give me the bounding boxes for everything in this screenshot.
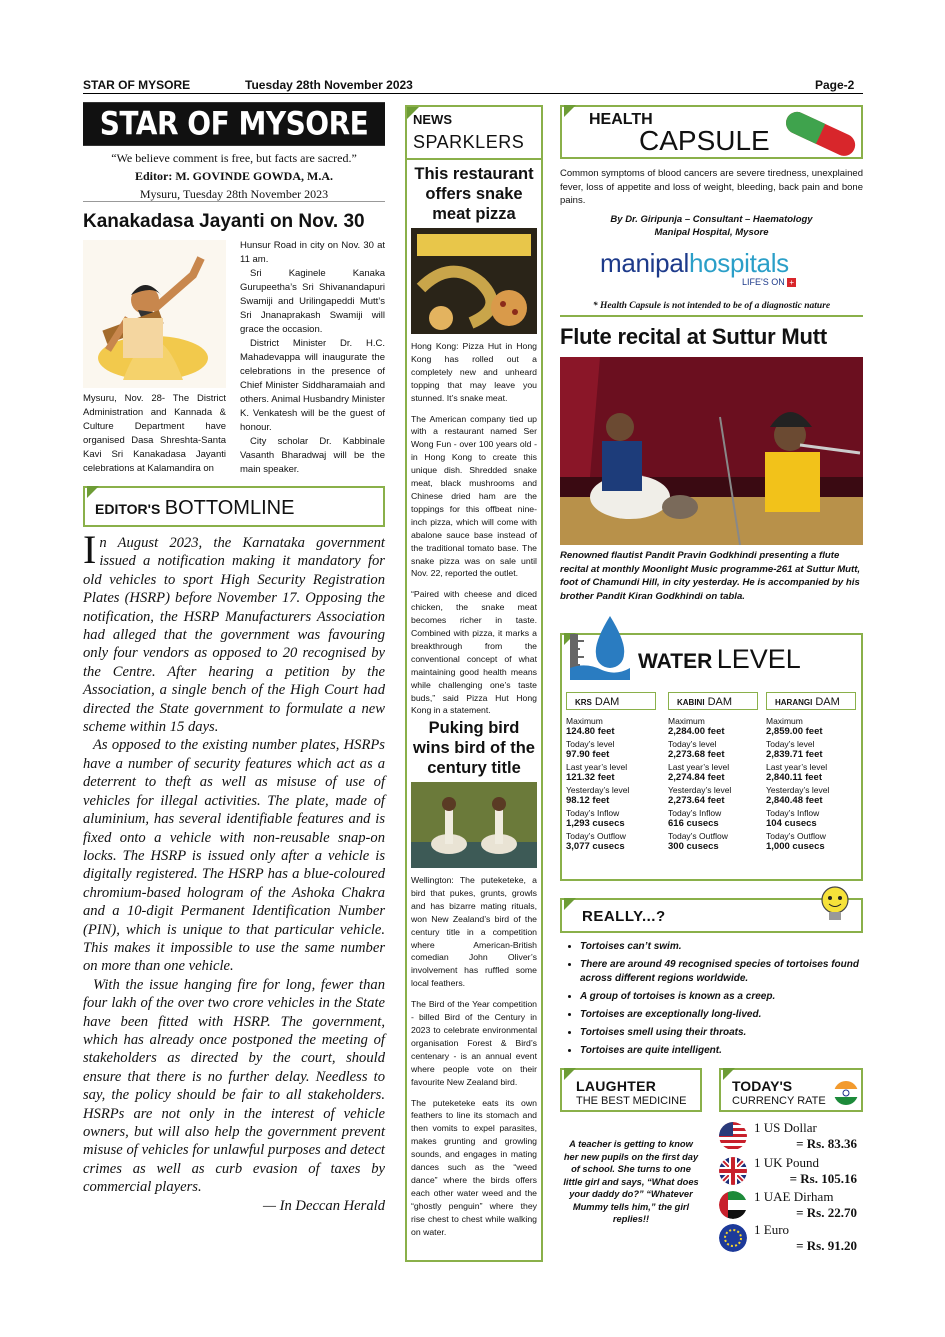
dam-name: DAM xyxy=(594,696,620,708)
currency-label-bold: TODAY'S xyxy=(732,1078,793,1094)
currency-row-aed xyxy=(719,1189,859,1221)
dam-stat-label: Last year’s level xyxy=(766,762,828,772)
dam-stat-value: 2,840.11 feet xyxy=(766,772,822,783)
bottomline-source: — In Deccan Herald xyxy=(263,1197,385,1214)
water-level-title xyxy=(638,644,801,675)
dam-stat-label: Today’s Outflow xyxy=(566,831,626,841)
dam-name-bold: KABINI xyxy=(677,698,705,707)
water-label: LEVEL xyxy=(716,644,801,674)
dam-column-harangi xyxy=(766,692,860,854)
really-label: REALLY...? xyxy=(582,908,666,925)
bottomline-para-1: n August 2023, the Karnataka government issued a notification making it mandatory for old vehicles to sport High Security Registration Plates (HSRP) before November 17. Opposing the notification, the HSRP Manufacturers Association had alleged that the government was favouring only four vendors as opposed to 20 recognised by the Centre. After hearing a petition by the Association, a single bench of the High Court had directed the State government to formulate a new scheme within 15 days. xyxy=(83,535,385,736)
really-item: • Tortoises can’t swim. xyxy=(580,940,863,954)
dam-stat-label: Today’s Inflow xyxy=(566,808,620,818)
really-list xyxy=(580,940,863,1062)
dam-stat-label: Yesterday’s level xyxy=(668,785,732,795)
sparkler-1-para-1: Hong Kong: Pizza Hut in Hong Kong has rolled out a completely new and unheard topping that may leave you stunned. It’s snake meat. xyxy=(411,341,537,403)
kanakadasa-portrait xyxy=(83,240,226,388)
sparkler-1-headline: This restaurant offers snake meat pizza xyxy=(414,165,534,223)
dam-stat-label: Today’s Inflow xyxy=(668,808,722,818)
dam-stat-label: Last year’s level xyxy=(668,762,730,772)
bottomline-label: BOTTOMLINE xyxy=(164,497,295,519)
laughter-banner xyxy=(560,1068,702,1112)
dam-stat-value: 616 cusecs xyxy=(668,818,719,829)
bottomline-dropcap: I xyxy=(83,527,97,572)
sparklers-label-bold: NEWS xyxy=(413,112,452,127)
currency-rate: = Rs. 91.20 xyxy=(796,1238,857,1253)
lightbulb-icon xyxy=(815,884,855,928)
dam-stat-value: 121.32 feet xyxy=(566,772,615,783)
currency-rate: = Rs. 22.70 xyxy=(796,1205,857,1220)
header-rule xyxy=(83,93,863,94)
dam-stat-value: 3,077 cusecs xyxy=(566,841,625,852)
health-text: Common symptoms of blood cancers are severe tiredness, unexplained fever, loss of appetite and loss of weight, bleeding, back pain and bone pains. xyxy=(560,168,863,206)
masthead-editor: Editor: M. GOVINDE GOWDA, M.A. xyxy=(135,169,333,183)
health-banner xyxy=(560,105,863,159)
health-label-bold: HEALTH xyxy=(589,111,653,128)
bottomline-para-3: With the issue hanging fire for long, fewer than four lakh of the over two crore vehicles in the State have been fitted with HSRP. The government, which has already once postponed the meeting of stakeholders as directed by the court, should ensure that there is no further delay. Needless to say, the policy should be fair to all stakeholders. HSRPs are not only in the interest of vehicle owners, but will also help the government prevent misuse of vehicles for unlawful purposes and detect crimes as well as curb evasion of taxes by commercial players. xyxy=(83,976,385,1196)
sparkler-2-para-3: The puteketeke eats its own feathers to line its stomach and then vomits to expel parasites, makes grunting and growling sounds, and engages in mating dances such as the “weed dance” where the birds offers each other water weed and the “ghostly penguin” where they rise chest to chest while walking on water. xyxy=(411,1097,537,1237)
dam-stat-label: Last year’s level xyxy=(566,762,628,772)
dam-stat-value: 2,840.48 feet xyxy=(766,795,823,806)
bottomline-label-bold: EDITOR'S xyxy=(95,501,161,517)
kanaka-para-3: District Minister Dr. H.C. Mahadevappa will inaugurate the celebrations in the presence of Chief Minister Siddharamaiah and others. Animal Husbandry Minister K. Venkatesh will be the guest of honour. xyxy=(240,338,385,433)
kanaka-para-1: Hunsur Road in city on Nov. 30 at 11 am. xyxy=(240,240,385,265)
manipal-logo-word-2: hospitals xyxy=(688,248,789,278)
dam-name-bold: KRS xyxy=(575,698,592,707)
sparkler-1-para-2: The American company tied up with a restaurant named Ser Wong Fun - over 100 years old - in Hong Kong to create this unique dish. Shredded snake meat, black mushrooms and Chinese dried ham are the toppings for this offbeat nine-inch pizza, which will come with abalone sauce base instead of the traditional tomato base. The snake pizza was on sale until Nov. 22, reported the outlet. xyxy=(411,413,537,579)
dam-name: DAM xyxy=(707,696,733,708)
water-label-bold: WATER xyxy=(638,650,713,673)
sparkler-2-para-2: The Bird of the Year competition - billed Bird of the Century in 2023 to celebrate environmental organisation Forest & Bird’s centenary - is an annual event where people vote on their favourite New Zealand bird. xyxy=(411,999,537,1087)
health-byline xyxy=(560,213,863,239)
bottomline-para-2: As opposed to the existing number plates, HSRPs have a number of security features which act as a deterrent to theft as well as misuse of use of vehicles for illegal activities. The plate, made of aluminium, has several identifiable features and is fixed onto a vehicle with non-reusable snap-on locks. The HSRP is issued only after a vehicle is digitally registered. The HSRP has a blue-coloured chromium-based hologram of the Ashoka Chakra and a 10-digit Permanent Identification Number (PIN), which is unique to that particular vehicle. This makes it impossible to use the same number on more than one vehicle. xyxy=(83,737,385,975)
masthead-dateline: Mysuru, Tuesday 28th November 2023 xyxy=(139,187,329,201)
dam-stat-value: 300 cusecs xyxy=(668,841,719,852)
sparkler-2-text xyxy=(411,874,537,1246)
currency-name: 1 UAE Dirham xyxy=(754,1189,834,1204)
dam-stat-value: 97.90 feet xyxy=(566,749,610,760)
dam-stat-value: 2,284.00 feet xyxy=(668,726,725,737)
dam-stat-label: Yesterday’s level xyxy=(566,785,630,795)
manipal-tagline-text: LIFE'S ON xyxy=(742,277,785,287)
manipal-logo-word-1: manipal xyxy=(600,248,689,278)
dam-header xyxy=(566,692,656,710)
really-item: • Tortoises are quite intelligent. xyxy=(580,1044,863,1058)
sparkler-2-para-1: Wellington: The puteketeke, a bird that pukes, grunts, growls and has bizarre mating rituals, won New Zealand’s bird of the century title in a competition where American-British comedian John Oliver’s involvement has ruffled some local feathers. xyxy=(411,875,537,989)
dam-stat-value: 2,839.71 feet xyxy=(766,749,823,760)
kanaka-right-text xyxy=(240,239,385,477)
header-date: Tuesday 28th November 2023 xyxy=(245,78,413,92)
dam-stat-value: 2,273.64 feet xyxy=(668,795,725,806)
health-byline-doctor: By Dr. Giripunja – Consultant – Haematology xyxy=(610,214,813,225)
header-page-number: Page-2 xyxy=(815,78,855,92)
flute-caption: Renowned flautist Pandit Pravin Godkhindi presenting a flute recital at monthly Moonlight Music programme-261 at Suttur Mutt, foot of Chamundi Hill, in city yesterday. He is accompanied by his brother Pandit Kiran Godkhindi on tabla. xyxy=(560,550,861,602)
dam-column-krs xyxy=(566,692,660,854)
snake-pizza-image xyxy=(411,228,537,334)
dam-stat-value: 2,273.68 feet xyxy=(668,749,725,760)
dam-header xyxy=(668,692,758,710)
dam-stat-value: 124.80 feet xyxy=(566,726,615,737)
really-item: • There are around 49 recognised species of tortoises found across different regions worldwide. xyxy=(580,958,863,986)
currency-row-gbp xyxy=(719,1155,859,1187)
dam-stat-label: Today’s level xyxy=(668,739,717,749)
dam-stat-value: 2,859.00 feet xyxy=(766,726,823,737)
currency-name: 1 Euro xyxy=(754,1222,790,1237)
bottomline-text xyxy=(83,527,385,1215)
eu-flag-icon xyxy=(719,1224,747,1252)
dam-stat-value: 1,293 cusecs xyxy=(566,818,625,829)
kanaka-headline: Kanakadasa Jayanti on Nov. 30 xyxy=(83,211,365,232)
masthead-title: STAR OF MYSORE xyxy=(83,102,385,146)
laughter-label-bold: LAUGHTER xyxy=(576,1078,657,1094)
currency-row-usd xyxy=(719,1120,859,1152)
currency-label: CURRENCY RATE xyxy=(732,1095,826,1107)
flute-recital-photo xyxy=(560,357,863,545)
laughter-joke: A teacher is getting to know her new pupils on the first day of school. She turns to one little girl and says, “What does your daddy do?” “Whatever Mummy tells him,” the girl replies!! xyxy=(563,1139,699,1224)
dam-stat-label: Today’s level xyxy=(566,739,615,749)
dam-stat-label: Maximum xyxy=(668,716,705,726)
manipal-hospitals-logo xyxy=(600,248,789,279)
water-drop-icon xyxy=(566,612,632,682)
currency-rate: = Rs. 105.16 xyxy=(789,1171,857,1186)
kanaka-para-2: Sri Kaginele Kanaka Gurupeetha’s Sri Shivanandapuri Swamiji and Urilingapeddi Mutt’s Sri Jnanaprakash Swamiji will grace the occasion. xyxy=(240,268,385,335)
health-disclaimer: * Health Capsule is not intended to be of a diagnostic nature xyxy=(592,301,831,311)
sparklers-label: SPARKLERS xyxy=(413,132,525,152)
kanaka-para-4: City scholar Dr. Kabbinale Vasanth Bharadwaj will be the main speaker. xyxy=(240,436,385,475)
dam-stat-label: Today’s level xyxy=(766,739,815,749)
manipal-tagline xyxy=(742,277,796,287)
currency-name: 1 US Dollar xyxy=(754,1120,817,1135)
dam-stat-value: 98.12 feet xyxy=(566,795,610,806)
masthead-motto: “We believe comment is free, but facts are sacred.” xyxy=(111,151,357,165)
dam-stat-label: Maximum xyxy=(566,716,603,726)
india-flag-icon xyxy=(833,1080,859,1106)
really-item: • Tortoises are exceptionally long-lived. xyxy=(580,1008,863,1022)
dam-stat-value: 1,000 cusecs xyxy=(766,841,825,852)
uae-flag-icon xyxy=(719,1191,747,1219)
sparkler-1-text xyxy=(411,340,537,725)
dam-stat-label: Today’s Outflow xyxy=(766,831,826,841)
sparkler-2-headline: Puking bird wins bird of the century title xyxy=(413,719,535,777)
dam-stat-value: 2,274.84 feet xyxy=(668,772,725,783)
dam-column-kabini xyxy=(668,692,762,854)
dam-name: DAM xyxy=(815,696,840,708)
dam-name-bold: HARANGI xyxy=(775,698,813,707)
dam-stat-label: Today’s Inflow xyxy=(766,808,820,818)
health-label: CAPSULE xyxy=(639,125,770,156)
currency-banner xyxy=(719,1068,863,1112)
plus-icon: + xyxy=(787,278,796,287)
grebe-birds-image xyxy=(411,782,537,868)
capsule-pill-icon xyxy=(780,109,862,157)
dam-stat-value: 104 cusecs xyxy=(766,818,817,829)
bottomline-banner xyxy=(83,486,385,527)
masthead-block xyxy=(83,105,385,202)
dam-stat-label: Today’s Outflow xyxy=(668,831,728,841)
laughter-label: THE BEST MEDICINE xyxy=(576,1095,687,1107)
sparkler-1-para-3: “Paired with cheese and diced chicken, the snake meat becomes richer in taste. Combined with pizza, it marks a breakthrough from the conventional concept of what maintaining good health means while challenging one’s taste buds,” said Pizza Hut Hong Kong in a statement. xyxy=(411,589,537,716)
uk-flag-icon xyxy=(719,1157,747,1185)
flute-headline: Flute recital at Suttur Mutt xyxy=(560,324,827,349)
currency-rate: = Rs. 83.36 xyxy=(796,1136,857,1151)
currency-name: 1 UK Pound xyxy=(754,1155,820,1170)
really-item: • Tortoises smell using their throats. xyxy=(580,1026,863,1040)
header-paper-name: STAR OF MYSORE xyxy=(83,78,191,92)
us-flag-icon xyxy=(719,1122,747,1150)
kanaka-left-text: Mysuru, Nov. 28- The District Administration and Kannada & Culture Department have organised Dasa Shreshta-Santa Kavi Sri Kanakadasa Jayanti celebrations at Kalamandira on xyxy=(83,393,226,474)
health-byline-hospital: Manipal Hospital, Mysore xyxy=(654,227,769,238)
dam-header xyxy=(766,692,856,710)
really-item: • A group of tortoises is known as a creep. xyxy=(580,990,863,1004)
dam-stat-label: Yesterday’s level xyxy=(766,785,830,795)
dam-stat-label: Maximum xyxy=(766,716,803,726)
currency-row-eur xyxy=(719,1222,859,1254)
